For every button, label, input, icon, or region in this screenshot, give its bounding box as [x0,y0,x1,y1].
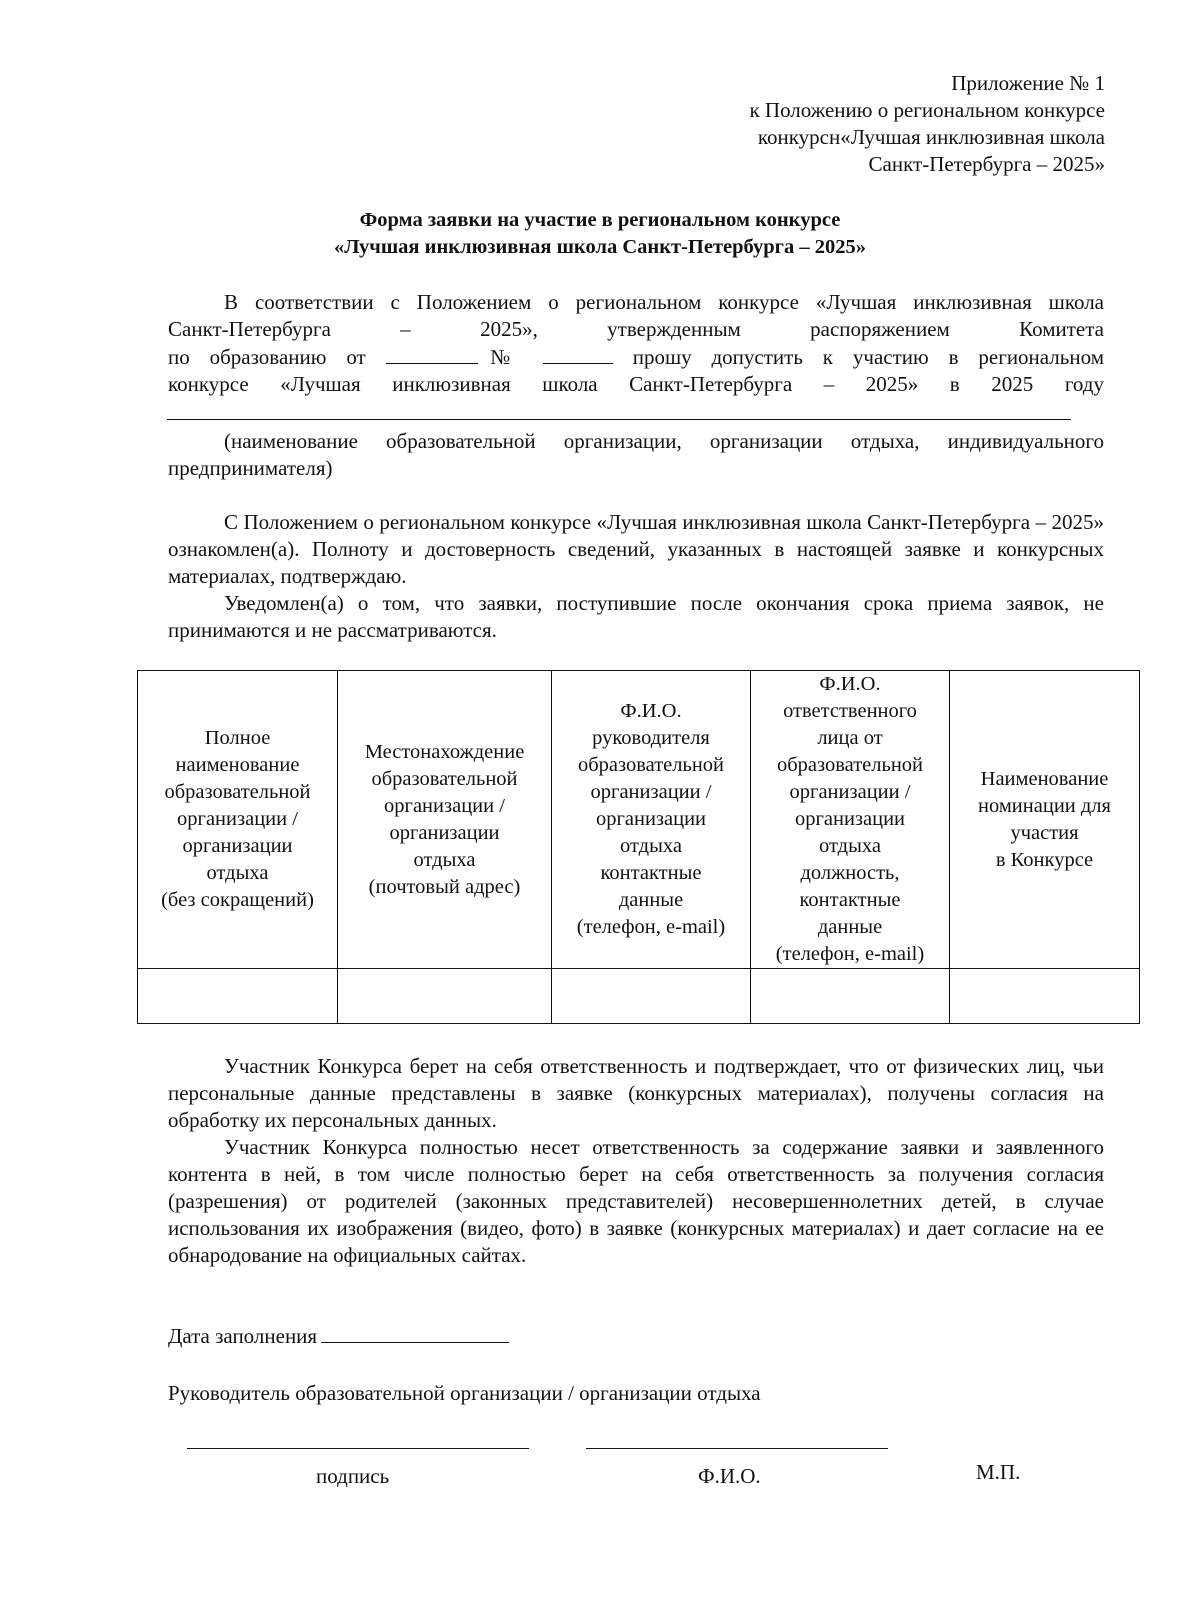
cell-director-contacts[interactable] [552,969,751,1024]
responsibility-paragraph-1: Участник Конкурса берет на себя ответственность и подтверждает, что от физических лиц, чьи персональные данные представлены в заявке (конкурсных материалах), получены согласия на обработку их персональных данных. [168,1054,1104,1132]
cell-nomination[interactable] [950,969,1140,1024]
acknowledgement-paragraph-1: С Положением о региональном конкурсе «Лучшая инклюзивная школа Санкт-Петербурга – 2025» ознакомлен(а). Полноту и достоверность сведений, указанных в настоящей заявке и конкурсных материалах, подтверждаю. [168,510,1104,588]
intro-line-4: конкурсе «Лучшая инклюзивная школа Санкт-Петербурга – 2025» в 2025 году [168,372,1104,396]
intro-number-sign: № [477,345,523,369]
acknowledgement-paragraph-2: Уведомлен(а) о том, что заявки, поступившие после окончания срока приема заявок, не принимаются и не рассматриваются. [168,591,1104,642]
stamp-caption: М.П. [976,1460,1021,1484]
fio-caption: Ф.И.О. [698,1464,761,1488]
appendix-line: к Положению о региональном конкурсе [749,98,1105,122]
header-nomination: Наименование номинации для участия в Конкурсе [950,671,1140,969]
appendix-line: Приложение № 1 [951,71,1105,95]
order-date-blank[interactable] [386,343,478,364]
header-director-contacts: Ф.И.О. руководителя образовательной организации / организации отдыха контактные данные (телефон, e-mail) [552,671,751,969]
date-blank-field[interactable] [321,1322,509,1343]
date-row [168,1322,509,1350]
cell-responsible-person[interactable] [751,969,950,1024]
responsibility-paragraph-2: Участник Конкурса полностью несет ответственность за содержание заявки и заявленного контента в ней, в том числе полностью берет на себя ответственность за получения согласия (разрешения) от родителей (законных представителей) несовершеннолетних детей, в случае использования их изображения (видео, фото) в заявке (конкурсных материалах) и дает согласие на ее обнародование на официальных сайтах. [168,1135,1104,1267]
fio-line[interactable] [586,1448,888,1449]
appendix-note [749,70,1105,178]
org-name-caption: (наименование образовательной организации, организации отдыха, индивидуального предпринимателя) [168,429,1104,480]
form-title-line-2: «Лучшая инклюзивная школа Санкт-Петербурга – 2025» [334,236,866,258]
cell-org-full-name[interactable] [138,969,338,1024]
date-label: Дата заполнения [168,1324,318,1348]
form-title [0,207,1200,261]
table-header-row [138,671,1140,969]
cell-org-location[interactable] [338,969,552,1024]
header-org-location: Местонахождение образовательной организации / организации отдыха (почтовый адрес) [338,671,552,969]
intro-line-3 [168,343,1104,371]
intro-request-text: прошу допустить к участию в региональном [632,345,1104,369]
signature-caption: подпись [316,1464,390,1488]
order-number-blank[interactable] [543,343,613,364]
intro-line-2: Санкт-Петербурга – 2025», утвержденным распоряжением Комитета [168,317,1104,341]
table-row [138,969,1140,1024]
intro-line-1: В соответствии с Положением о региональном конкурсе «Лучшая инклюзивная школа [224,290,1104,314]
appendix-line: Санкт-Петербурга – 2025» [868,152,1105,176]
form-title-line-1: Форма заявки на участие в региональном конкурсе [359,209,841,231]
appendix-line: конкурсн«Лучшая инклюзивная школа [757,125,1105,149]
responsibility-section [168,1053,1104,1269]
header-org-full-name: Полное наименование образовательной организации / организации отдыха (без сокращений) [138,671,338,969]
acknowledgement-section [168,509,1104,644]
header-responsible-person: Ф.И.О. ответственного лица от образовательной организации / организации отдыха должность, контактные данные (телефон, e-mail) [751,671,950,969]
org-name-blank-line[interactable] [167,419,1071,420]
head-of-organization-label: Руководитель образовательной организации / организации отдыха [168,1381,761,1405]
intro-order-from-label: по образованию от [168,345,366,369]
signature-line[interactable] [187,1448,529,1449]
application-table [137,670,1140,1024]
intro-paragraph [168,289,1104,398]
